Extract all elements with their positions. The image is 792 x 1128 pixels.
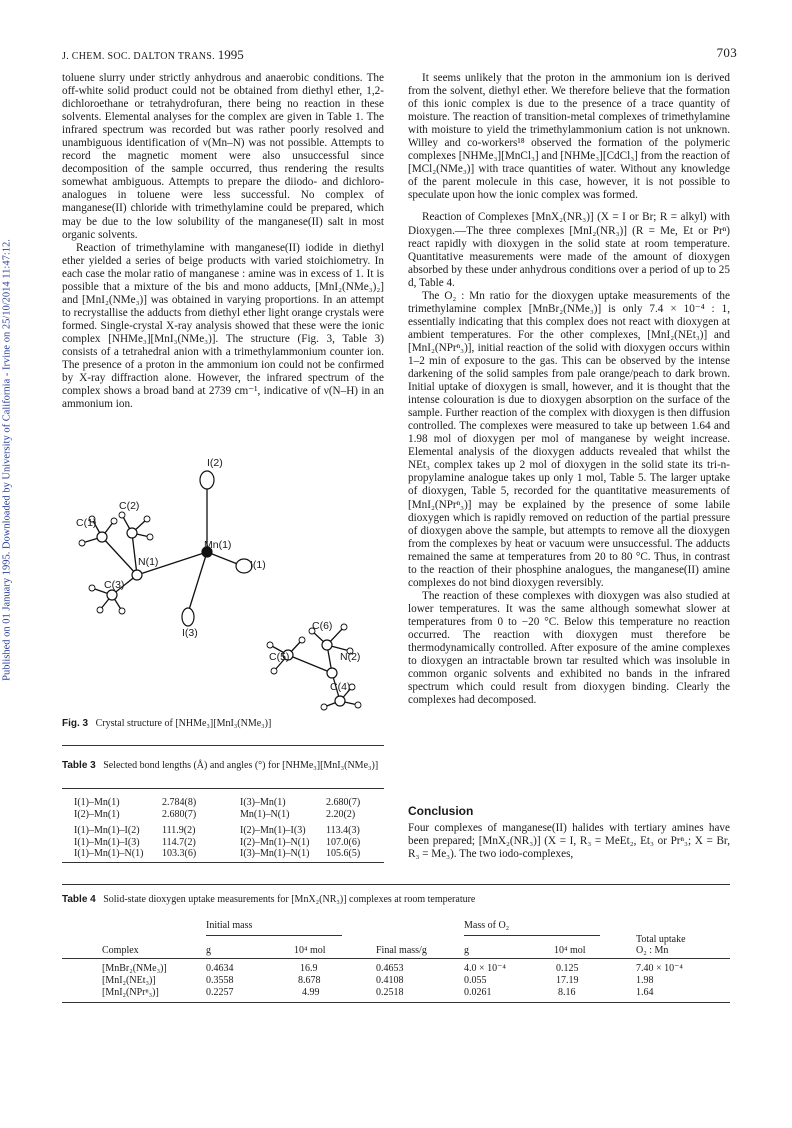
column-header: g <box>206 945 211 956</box>
table4-bottom-rule <box>62 1002 730 1003</box>
atom-label: Mn(1) <box>204 539 232 551</box>
left-column <box>62 72 384 411</box>
atom-label: C(2) <box>119 500 140 512</box>
right-paragraph-2: Reaction of Complexes [MnX₂(NR₃)] (X = I or Br; R = alkyl) with Dioxygen.—The three complexes [MnI₂(NR₃)] (R = Me, Et or Prⁿ) react rapidly with dioxygen in the solid state at room temperature. Quantitative measurements were made of the amount of dioxygen absorbed by these under anhydrous conditions over a period of up to 25 d, Table 4. <box>408 211 730 289</box>
table3-bottom-rule <box>62 862 384 863</box>
left-paragraph-2: Reaction of trimethylamine with manganese(II) iodide in diethyl ether yielded a series of beige products with varied stoichiometry. In each case the molar ratio of manganese : amine was in excess of 1. It is possible that a mixture of the bis and mono adducts, [MnI₂(NMe₃)₂] and [MnI₂(NMe₃)] was obtained in varying proportions. In an attempt to recrystallise the adducts from diethyl ether light orange crystals were formed. Single-crystal X-ray analysis showed that these were the ionic complex [NHMe₃][MnI₃(NMe₃)]. The structure (Fig. 3, Table 3) consists of a tetrahedral anion with a trimethylammonium counter ion. The presence of a proton in the ammonium ion could not be confirmed by X-ray diffraction alone. However, the infrared spectrum of the complex shows a broad band at 2739 cm⁻¹, indicative of ν(N–H) in an ammonium ion. <box>62 241 384 411</box>
atom-label: C(1) <box>76 517 97 529</box>
left-paragraph-1: toluene slurry under strictly anhydrous and anaerobic conditions. The off-white solid product could not be obtained from diethyl ether, 1,2-dichloroethane or tetrahydrofuran, there being no reaction in these solvents. Elemental analyses for the complex are given in Table 1. The infrared spectrum was recorded but was rather poorly resolved and unambiguous identification of ν(Mn–N) was not possible. Attempts to record the magnetic moment were also unsuccessful since decomposition of the sample occurred, thus rendering the results somewhat ambiguous. Attempts to prepare the diiodo- and dichloro-analogues in toluene were less successful. No complex of manganese(II) chloride with trimethylamine could be prepared, which may be due to the low solubility of the manganese(II) salt in most organic solvents. <box>62 72 384 241</box>
atom-label: C(3) <box>104 579 125 591</box>
group-header: Initial mass <box>206 920 253 931</box>
table3-caption: Table 3 Selected bond lengths (Å) and angles (°) for [NHMe₃][MnI₃(NMe₃)] <box>62 760 379 771</box>
atom-label: C(4) <box>330 681 351 693</box>
crystal-structure-figure <box>62 455 384 715</box>
column-header: 10⁴ mol <box>554 945 586 956</box>
group-header: Mass of O₂ <box>464 920 510 931</box>
atom-label: I(1) <box>250 559 266 571</box>
right-paragraph-1: It seems unlikely that the proton in the ammonium ion is derived from the solvent, diethyl ether. We therefore believe that the formation of this ionic complex is due to the presence of a trace quantity of moisture. The reaction of transition-metal complexes of trimethylamine with moisture to yield the trimethylammonium cation is not unknown. Willey and co-workers¹⁸ observed the formation of the polymeric complexes [NHMe₃][MnCl₃] and [NHMe₃][CdCl₃] from the reaction of [MCl₂(NMe₃)] with trace quantities of water. Without any knowledge of the parent molecule in this case, however, it is not possible to speculate upon how the ionic complex was formed. <box>408 72 730 202</box>
table3-header-rule <box>62 788 384 789</box>
column-header: g <box>464 945 469 956</box>
table-row: I(2)–Mn(1) 2.680(7) Mn(1)–N(1) 2.20(2) <box>74 808 356 820</box>
right-column <box>408 72 730 707</box>
running-header <box>62 47 737 61</box>
table-row: I(1)–Mn(1)–I(3) 114.7(2) I(2)–Mn(1)–N(1) 107.0(6) <box>74 836 361 848</box>
atom-label: C(6) <box>312 620 333 632</box>
atom-label: N(1) <box>138 556 159 568</box>
right-paragraph-3: The O₂ : Mn ratio for the dioxygen uptake measurements of the trimethylamine complex [MnBr₂(NMe₃)] is only 7.4 × 10⁻⁴ : 1, essentially indicating that this complex does not react with dioxygen at ambient temperatures. For the other complexes, [MnI₂(NEt₃)] and [MnI₂(NPrⁿ₃)], initial reaction of the solid with dioxygen occurs within 1–2 min of exposure to the gas. This can be observed by the intense darkening of the solid samples from pale orange/peach to dark brown. Initial uptake of dioxygen is small, however, and it is thought that the intense colouration is due to dioxygen absorption on the surface of the sample. Further reaction of the complex with dioxygen is then diffusion controlled. The complexes were measured to take up between 1.64 and 1.98 mol of dioxygen per mol of manganese by weight increase. Elemental analysis of the dioxygen adducts revealed that whilst the NEt₃ complex takes up 2 mol of dioxygen in the solid state its tri-n-propylamine analogue takes up only 1 mol, Table 5. The larger uptake of dioxygen, Table 5, recorded for the quantitative measurements of [MnI₂(NPrⁿ₃)] may be explained by the presence of some labile dioxygen which is rapidly removed on reduction of the partial pressure of dioxygen above the sample, but attempts to remove all the dioxygen from the complexes by heat or vacuum were unsuccessful. The adducts remained the same at temperatures from 20 to 80 °C. Thus, in contrast to the reaction of their phosphine analogues, the manganese(II) amine complexes do not bind dioxygen reversibly. <box>408 289 730 589</box>
table3-top-rule <box>62 745 384 746</box>
column-header: 10⁴ mol <box>294 945 326 956</box>
table-row: I(1)–Mn(1)–N(1) 103.3(6) I(3)–Mn(1)–N(1) 105.6(5) <box>74 848 361 859</box>
atom-label: I(2) <box>207 457 223 469</box>
table3-body <box>62 797 384 860</box>
download-watermark: Published on 01 January 1995. Downloaded by University of California - Irvine on 25/10/2014 11:47:12. <box>1 239 13 681</box>
column-header: Final mass/g <box>376 945 427 956</box>
table-row: I(1)–Mn(1)–I(2) 111.9(2) I(2)–Mn(1)–I(3) 113.4(3) <box>74 825 360 836</box>
column-header: Total uptake <box>636 934 686 945</box>
right-paragraph-4: The reaction of these complexes with dioxygen was also studied at lower temperatures. It was the same although somewhat slower at temperatures from 0 to −20 °C. Below this temperature no reaction occurred. The reaction with dioxygen must therefore be thermodynamically controlled. After exposure of the amine complexes to dioxygen an intractable brown tar resulted which was insoluble in common organic solvents and exhibited no bands in the infrared spectrum which could result from dioxygen binding. Clearly the complexes had decomposed. <box>408 589 730 707</box>
figure-caption: Fig. 3 Crystal structure of [NHMe₃][MnI₃(NMe₃)] <box>62 718 272 729</box>
table4-caption: Table 4 Solid-state dioxygen uptake measurements for [MnX₂(NR₃)] complexes at room temperature <box>62 894 476 905</box>
page-number: 703 <box>716 45 737 60</box>
group-rule <box>206 935 342 936</box>
journal-name: J. CHEM. SOC. DALTON TRANS. 1995 <box>62 47 244 62</box>
conclusion-text: Four complexes of manganese(II) halides with tertiary amines have been prepared; [MnX₂(NR₃)] (X = I, R₃ = MeEt₂, Et₃ or Prⁿ₃; X = Br, R₃ = Me₃). The two iodo-complexes, <box>408 822 730 861</box>
group-rule <box>464 935 600 936</box>
table4-header-rule <box>62 958 730 959</box>
conclusion-heading: Conclusion <box>408 804 474 818</box>
atom-label: I(3) <box>182 627 198 639</box>
table4-top-rule <box>62 884 730 885</box>
column-header: O₂ : Mn <box>636 945 669 956</box>
table-row: I(1)–Mn(1) 2.784(8) I(3)–Mn(1) 2.680(7) <box>74 797 361 808</box>
atom-label: C(5) <box>269 651 290 663</box>
column-header: Complex <box>102 945 139 956</box>
atom-label: N(2) <box>340 651 361 663</box>
